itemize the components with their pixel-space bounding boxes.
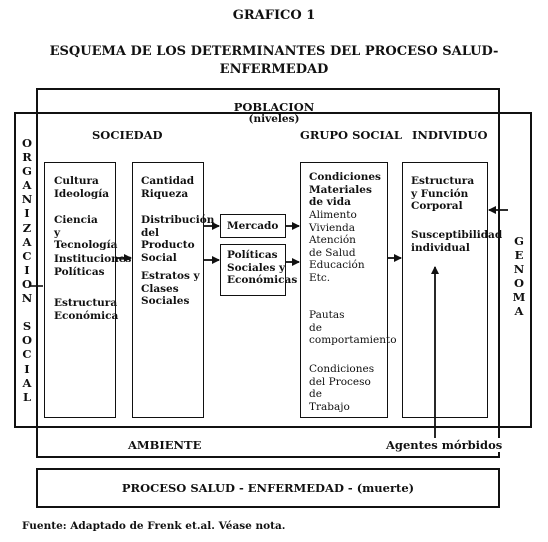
mercado-text: Mercado [227, 220, 279, 232]
figure-label: GRAFICO 1 [232, 8, 316, 23]
organizacion-social-letter: I [24, 206, 30, 221]
organizacion-social-letter: S [22, 319, 32, 334]
sociales-y-text: Sociales y [227, 261, 286, 274]
condiciones-proceso-text: Condiciones [309, 363, 375, 375]
economicas-text: Económicas [227, 274, 298, 286]
ambiente-label: AMBIENTE [128, 438, 202, 452]
organizacion-social-letter: A [22, 178, 32, 193]
organizacion-social-letter: G [22, 164, 32, 179]
politicas-text: Políticas [227, 249, 278, 261]
poblacion-label: POBLACION [233, 100, 315, 114]
organizacion-social-letter: O [21, 136, 33, 150]
organizacion-social-letter: I [24, 262, 30, 277]
politicas-inst-text: Políticas [54, 265, 105, 278]
organizacion-social-letter: N [21, 291, 33, 306]
header-grupo-social: GRUPO SOCIAL [300, 128, 402, 142]
organizacion-social-letter: O [21, 333, 33, 348]
riqueza-text: Riqueza [141, 187, 189, 200]
atencion-text: Atención [309, 234, 356, 246]
de-text: de [309, 321, 322, 334]
header-individuo: INDIVIDUO [412, 128, 488, 142]
estructura-text: Estructura [54, 297, 118, 309]
ciencia-text: Ciencia [54, 214, 98, 226]
ideologia-text: Ideología [54, 187, 110, 200]
organizacion-social-letter: A [22, 234, 32, 249]
materiales-text: Materiales [309, 183, 372, 196]
organizacion-social-letter: A [22, 375, 32, 390]
genoma-letter: O [513, 276, 525, 291]
de-vida-text: de vida [309, 196, 351, 208]
individual-text: individual [411, 241, 470, 254]
vivienda-text: Vivienda [309, 221, 356, 234]
trabajo-text: Trabajo [309, 400, 350, 413]
proceso-text: PROCESO SALUD - ENFERMEDAD - (muerte) [121, 481, 415, 495]
cultura-text: Cultura [54, 175, 99, 187]
organizacion-social-letter: O [21, 276, 33, 291]
distribucion-text: Distribución [141, 214, 215, 226]
de-salud-text: de Salud [309, 246, 356, 259]
funcion-text: y Función [411, 187, 469, 200]
corporal-text: Corporal [411, 200, 463, 212]
clases-text: Clases [141, 282, 179, 295]
genoma-letter: A [514, 304, 524, 319]
agentes-morbidos-label: Agentes mórbidos [386, 438, 503, 452]
niveles-label: (niveles) [248, 113, 300, 125]
sociales-text: Sociales [141, 295, 190, 307]
estratos-text: Estratos y [141, 270, 200, 282]
etc-text: Etc. [309, 271, 331, 284]
social-text: Social [141, 251, 177, 264]
comportamiento-text: comportamiento [309, 334, 397, 346]
instituciones-text: Instituciones [54, 253, 132, 265]
title-line-1: ESQUEMA DE LOS DETERMINANTES DEL PROCESO SALUD- [49, 44, 499, 59]
title-line-2: ENFERMEDAD [219, 62, 329, 77]
organizacion-social-letter: R [22, 150, 32, 165]
fuente-note: Fuente: Adaptado de Frenk et.al. Véase nota. [22, 520, 286, 532]
proceso-box [36, 468, 500, 508]
genoma-letter: N [513, 262, 525, 277]
organizacion-social-letter: N [21, 192, 33, 207]
pautas-text: Pautas [309, 309, 345, 321]
tecnologia-text: y Tecnología [54, 226, 118, 251]
header-sociedad: SOCIEDAD [92, 128, 163, 142]
susceptibilidad-text: Susceptibilidad [411, 229, 503, 241]
educacion-text: Educación [309, 259, 365, 271]
genoma-letter: E [514, 248, 524, 263]
organizacion-social-letter: I [24, 361, 30, 376]
organizacion-social-letter: C [22, 347, 32, 362]
organizacion-social-letter: L [22, 389, 32, 404]
cantidad-text: Cantidad [141, 175, 195, 187]
economica-text: Económica [54, 309, 119, 322]
condiciones-text: Condiciones [309, 171, 381, 183]
genoma-letter: G [514, 234, 524, 248]
estructura-corp-text: Estructura [411, 175, 475, 187]
del-proceso-text: del Proceso de [309, 375, 371, 400]
producto-text: del Producto [141, 226, 195, 251]
organizacion-social-letter: C [22, 248, 32, 263]
organizacion-social-letter: Z [22, 220, 32, 235]
genoma-letter: M [512, 290, 526, 305]
alimento-text: Alimento [309, 209, 357, 221]
